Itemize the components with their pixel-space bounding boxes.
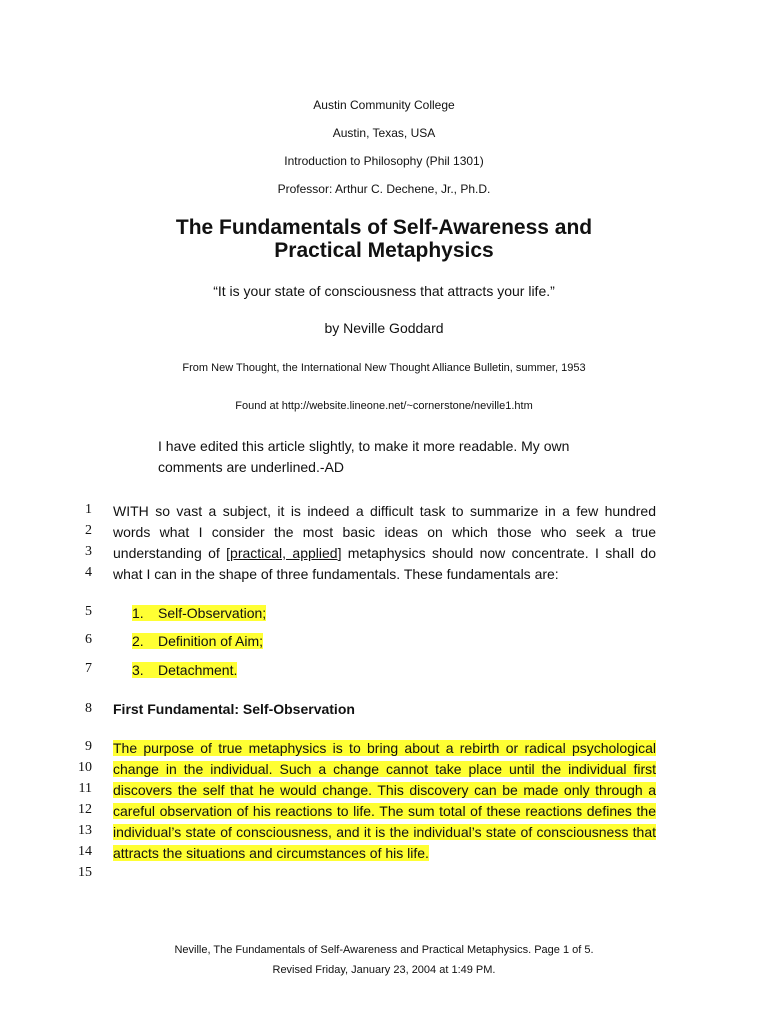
highlighted-text: The purpose of true metaphysics is to bring about a rebirth or radical psychological change in the individual. Such a change cannot take place until the individual first discovers the self that he would change. This discovery can be made only through a careful observation of his reactions to life. The sum total of these reactions defines the individual’s state of consciousness, and it is the individual’s state of consciousness that attracts the situations and circumstances of his life.: [113, 740, 656, 861]
line-number: 13: [78, 823, 92, 838]
editor-note: [158, 436, 628, 478]
author-byline: by Neville Goddard: [324, 320, 444, 336]
intro-text: WITH so vast a subject, it is indeed a difficult task to summarize in a few hundred words what I consider the most basic ideas on which those who seek a true understanding of [: [113, 503, 656, 561]
editor-underlined-comment: practical, applied: [230, 545, 338, 561]
line-number: 6: [85, 632, 92, 647]
intro-text-continued: ] metaphysics should now concentrate. I shall do what I can in the shape of three fundamentals. These fundamentals are:: [113, 545, 656, 582]
line-number: 15: [78, 865, 92, 880]
title-line-2: Practical Metaphysics: [274, 239, 494, 262]
fundamental-text: Detachment.: [158, 662, 238, 678]
epigraph-quote: “It is your state of consciousness that attracts your life.”: [213, 283, 555, 299]
location: Austin, Texas, USA: [332, 126, 436, 140]
line-number: 5: [85, 604, 92, 619]
professor-name: Professor: Arthur C. Dechene, Jr., Ph.D.: [277, 182, 491, 196]
line-number: 3: [85, 544, 92, 559]
editor-note-line-1: I have edited this article slightly, to make it more readable. My own: [158, 438, 570, 454]
fundamental-number: 2.: [132, 633, 144, 649]
course-name: Introduction to Philosophy (Phil 1301): [284, 154, 484, 168]
line-number: 7: [85, 661, 92, 676]
editor-note-line-2: comments are underlined.-AD: [158, 459, 344, 475]
line-number: 1: [85, 502, 92, 517]
line-number: 4: [85, 565, 92, 580]
document-title: [0, 216, 768, 262]
title-line-1: The Fundamentals of Self-Awareness and: [175, 216, 593, 239]
source-url: Found at http://website.lineone.net/~cornerstone/neville1.htm: [235, 400, 533, 412]
fundamental-item: [132, 631, 263, 652]
fundamental-text: Definition of Aim;: [158, 633, 264, 649]
footer-revision-date: Revised Friday, January 23, 2004 at 1:49 PM.: [272, 964, 496, 976]
line-number: 12: [78, 802, 92, 817]
fundamental-number: 1.: [132, 605, 144, 621]
line-number: 8: [85, 701, 92, 716]
intro-paragraph: [113, 501, 656, 585]
line-number: 14: [78, 844, 92, 859]
line-number: 2: [85, 523, 92, 538]
fundamental-text: Self-Observation;: [158, 605, 267, 621]
footer-citation: Neville, The Fundamentals of Self-Awareness and Practical Metaphysics. Page 1 of 5.: [174, 944, 594, 956]
purpose-paragraph: [113, 738, 656, 864]
source-citation: From New Thought, the International New Thought Alliance Bulletin, summer, 1953: [182, 362, 586, 374]
section-heading: First Fundamental: Self-Observation: [113, 701, 355, 717]
line-number: 10: [78, 760, 92, 775]
line-number: 9: [85, 739, 92, 754]
fundamental-number: 3.: [132, 662, 144, 678]
institution-name: Austin Community College: [313, 98, 455, 112]
fundamental-item: [132, 603, 266, 624]
line-number: 11: [78, 781, 92, 796]
fundamental-item: [132, 660, 237, 681]
